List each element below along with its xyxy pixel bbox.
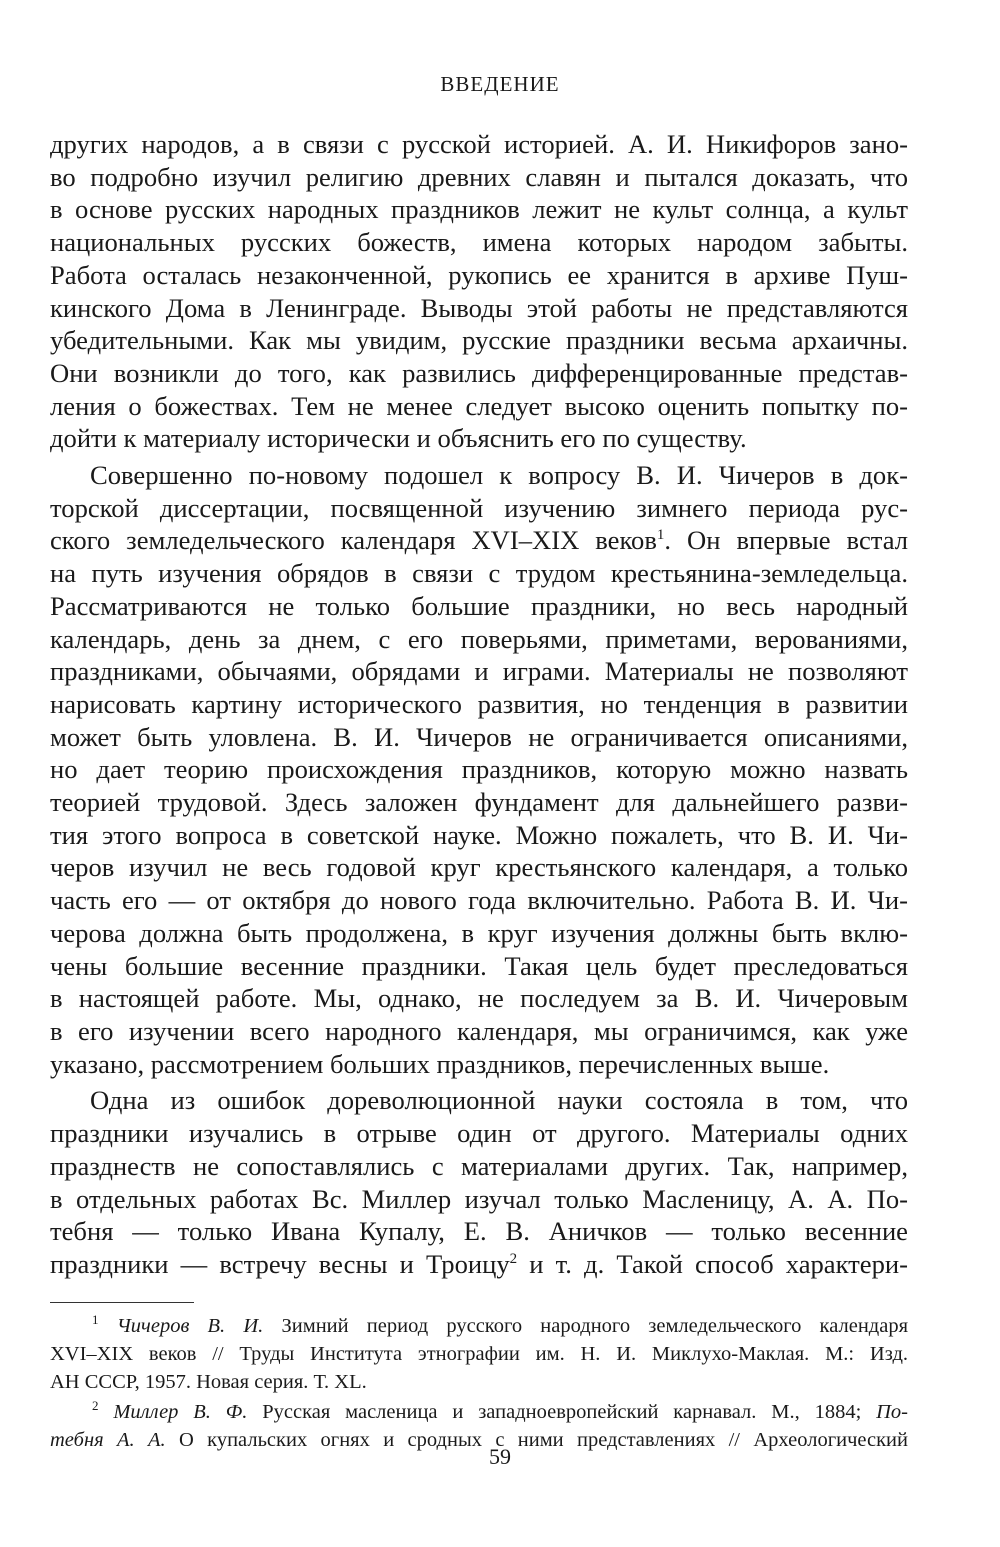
text-fragment: . Он впервые встал (664, 525, 909, 556)
text-line: торской диссертации, посвященной изучению зимнего периода рус- (50, 492, 908, 523)
text-line: может быть уловлена. В. И. Чичеров не ограничивается описаниями, (50, 721, 908, 752)
footnote-line (50, 1312, 908, 1340)
paragraph-3 (50, 1084, 908, 1280)
footnote-line: XVI–XIX веков // Труды Института этнографии им. Н. И. Миклухо-Маклая. М.: Изд. (50, 1343, 908, 1365)
footnote-ref-1[interactable]: 1 (656, 527, 665, 544)
footnote-1 (50, 1312, 908, 1396)
text-line: тия этого вопроса в советской науке. Можно пожалеть, что В. И. Чи- (50, 819, 908, 850)
footnote-author: Миллер В. Ф. (113, 1401, 248, 1423)
paragraph-2 (50, 459, 908, 1080)
footnote-text: Русская масленица и западноевропейский карнавал. М., 1884; (247, 1401, 862, 1423)
text-line: но дает теорию происхождения праздников, которую можно назвать (50, 754, 908, 785)
text-line: дойти к материалу исторически и объяснить его по существу. (50, 423, 747, 454)
text-line: других народов, а в связи с русской историей. А. И. Никифоров зано- (50, 129, 908, 159)
footnote-line (50, 1398, 908, 1426)
footnote-text: Зимний период русского народного земледельческого календаря (263, 1315, 908, 1337)
text-line: тебня — только Ивана Купалу, Е. В. Аничков — только весенние (50, 1216, 908, 1247)
footnote-separator (50, 1302, 194, 1303)
text-fragment: праздники — встречу весны и Троицу (50, 1248, 510, 1279)
text-line: праздниками, обычаями, обрядами и играми. Материалы не позволяют (50, 656, 908, 687)
text-line: Они возникли до того, как развились дифференцированные представ- (50, 357, 908, 388)
text-line: в основе русских народных праздников лежит не культ солнца, а культ (50, 194, 908, 225)
text-line: часть его — от октября до нового года включительно. Работа В. И. Чи- (50, 885, 908, 916)
footnote-ref-2[interactable]: 2 (509, 1250, 518, 1267)
footnote-text: О купальских огнях и сродных с ними представлениях // Археологический (165, 1429, 908, 1451)
text-line: Работа осталась незаконченной, рукопись ее хранится в архиве Пуш- (50, 259, 908, 290)
text-line: убедительными. Как мы увидим, русские праздники весьма архаичны. (50, 325, 908, 356)
footnote-author: По- (876, 1401, 909, 1423)
text-line: в настоящей работе. Мы, однако, не последуем за В. И. Чичеровым (50, 983, 908, 1014)
page-number: 59 (489, 1444, 511, 1469)
body-text (50, 128, 908, 1281)
text-fragment: ского земледельческого календаря XVI–XIX веков (50, 525, 657, 556)
text-line: черова должна быть продолжена, в круг изучения должны быть вклю- (50, 917, 908, 948)
text-line: ления о божествах. Тем не менее следует высоко оценить попытку по- (50, 390, 908, 421)
paragraph-1 (50, 128, 908, 455)
text-line: указано, рассмотрением больших праздников, перечисленных выше. (50, 1048, 830, 1079)
footnote-number: 1 (92, 1312, 99, 1327)
text-line-with-ref (50, 1248, 908, 1281)
text-line: на путь изучения обрядов в связи с трудом крестьянина-земледельца. (50, 558, 908, 589)
text-line: праздники изучались в отрыве один от другого. Материалы одних (50, 1118, 908, 1149)
footnote-number: 2 (92, 1398, 99, 1413)
footnote-author: тебня А. А. (50, 1429, 166, 1451)
text-line: кинского Дома в Ленинграде. Выводы этой работы не представляются (50, 292, 908, 323)
text-line: национальных русских божеств, имена которых народом забыты. (50, 227, 908, 258)
text-line: теорией трудовой. Здесь заложен фундамент для дальнейшего разви- (50, 787, 908, 818)
text-line: Одна из ошибок дореволюционной науки состояла в том, что (90, 1085, 908, 1116)
text-line: чены большие весенние праздники. Такая цель будет преследоваться (50, 950, 908, 981)
text-line: празднеств не сопоставлялись с материалами других. Так, например, (50, 1150, 908, 1181)
text-line: в его изучении всего народного календаря, мы ограничимся, как уже (50, 1015, 908, 1046)
footnote-line: АН СССР, 1957. Новая серия. Т. XL. (50, 1371, 367, 1393)
footnote-author: Чичеров В. И. (116, 1315, 264, 1337)
text-line: во подробно изучил религию древних славян и пытался доказать, что (50, 161, 908, 192)
text-fragment: и т. д. Такой способ характери- (517, 1248, 908, 1279)
text-line: календарь, день за днем, с его поверьями, приметами, верованиями, (50, 623, 908, 654)
text-line: Совершенно по-новому подошел к вопросу В. И. Чичеров в док- (90, 460, 908, 491)
text-line-with-ref (50, 524, 908, 557)
text-line: черов изучил не весь годовой круг крестьянского календаря, а только (50, 852, 908, 883)
running-head: ВВЕДЕНИЕ (440, 72, 560, 96)
text-line: в отдельных работах Вс. Миллер изучал только Масленицу, А. А. По- (50, 1183, 908, 1214)
footnotes (50, 1312, 908, 1454)
text-line: Рассматриваются не только большие праздники, но весь народный (50, 590, 908, 621)
text-line: нарисовать картину исторического развития, но тенденция в развитии (50, 688, 908, 719)
